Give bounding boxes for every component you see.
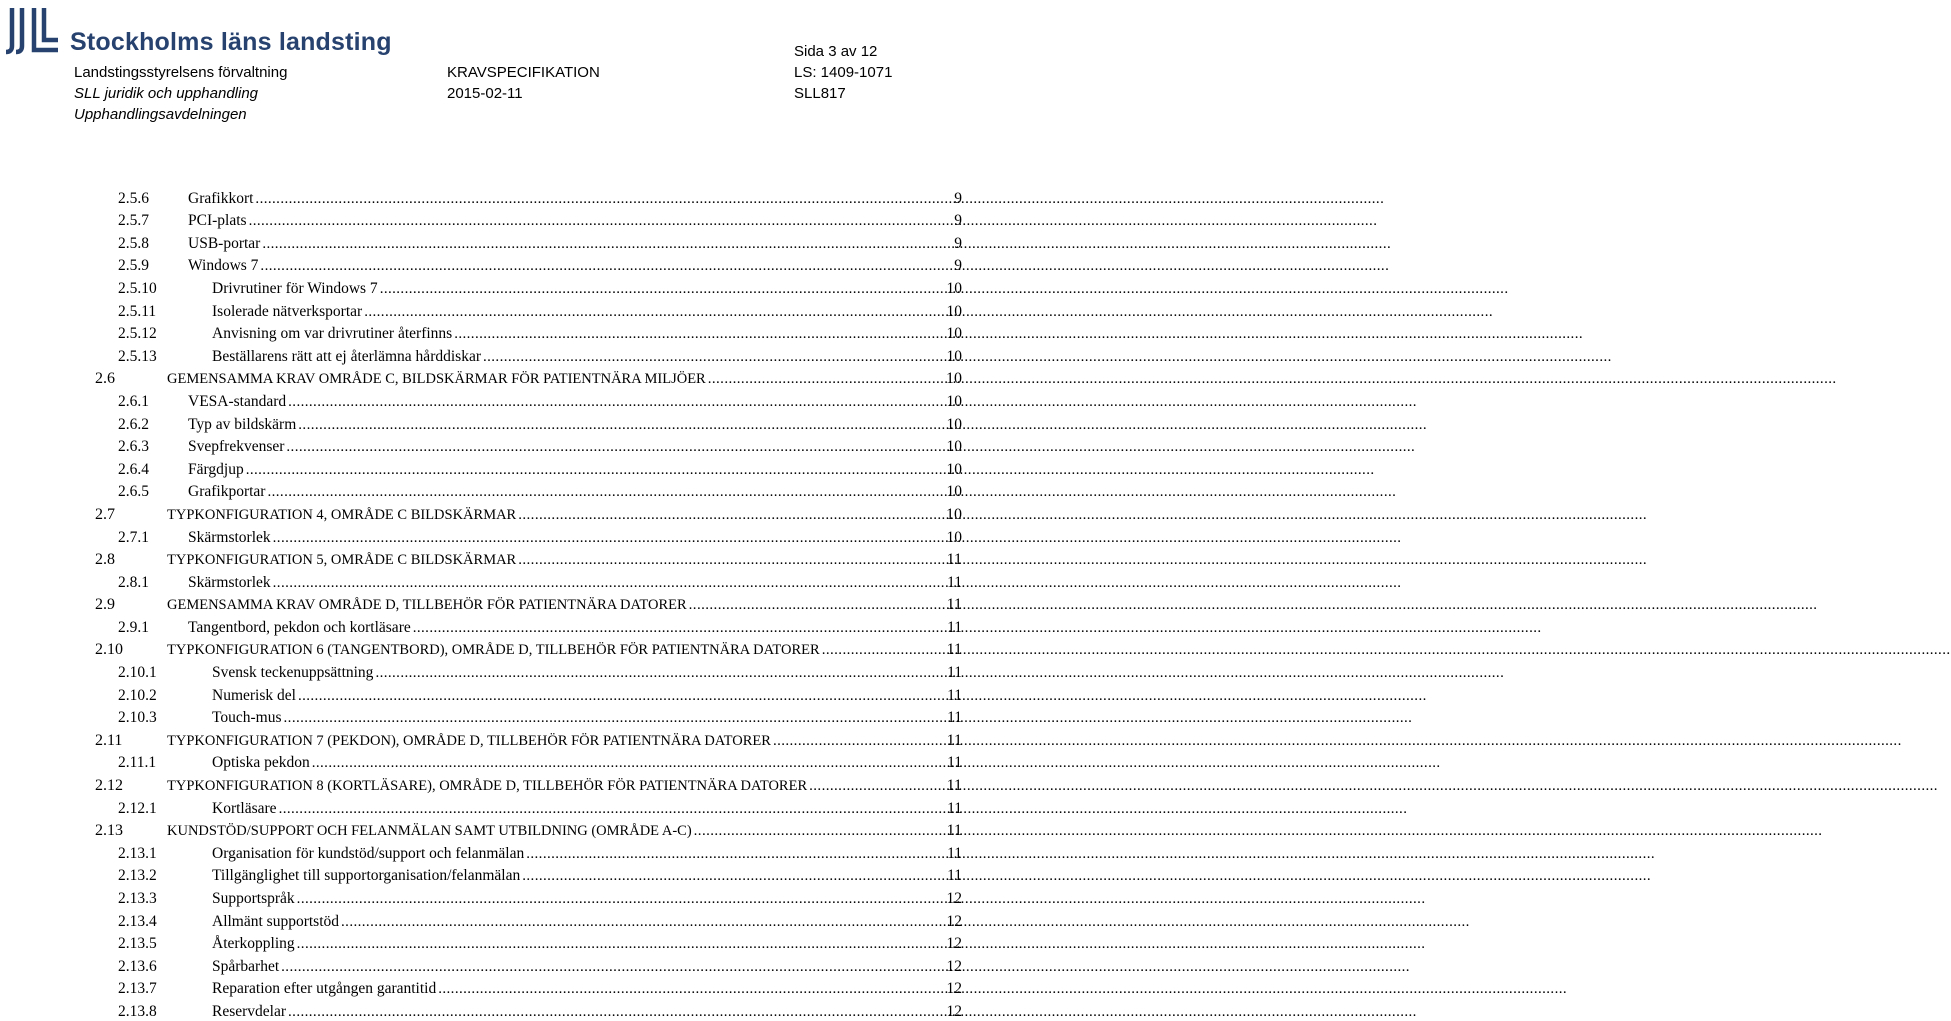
toc-entry-title: Drivrutiner för Windows 7 [212,279,378,297]
toc-entry[interactable] [95,614,962,637]
toc-entry-page: 12 [946,935,962,953]
toc-entry-title: VESA-standard [188,392,287,410]
toc-entry[interactable] [95,388,962,411]
toc-entry[interactable] [95,298,962,321]
toc-entry-number: 2.13.4 [118,912,157,930]
toc-entry[interactable] [95,479,962,502]
toc-dot-leader [279,800,944,818]
toc-entry-number: 2.5.6 [118,189,149,207]
toc-entry-number: 2.13 [95,822,123,840]
toc-dot-leader [708,370,944,388]
toc-entry[interactable] [95,185,962,208]
toc-entry-title: KUNDSTÖD/SUPPORT OCH FELANMÄLAN SAMT UTBILDNING (OMRÅDE A-C) [167,823,692,840]
toc-entry-title: Touch-mus [212,709,282,727]
toc-entry-number: 2.13.8 [118,1002,157,1020]
toc-entry-number: 2.13.2 [118,867,157,885]
toc-entry-number: 2.7.1 [118,528,149,546]
toc-dot-leader [454,325,944,343]
toc-entry-number: 2.13.5 [118,935,157,953]
toc-entry-title: Svensk teckenuppsättning [212,664,374,682]
toc-dot-leader [380,280,944,298]
header-document-info [447,62,600,104]
toc-entry-number: 2.7 [95,505,115,523]
toc-dot-leader [286,438,944,456]
toc-dot-leader [364,303,944,321]
toc-dot-leader [273,529,944,547]
toc-entry[interactable] [95,524,962,547]
toc-entry-page: 11 [947,686,962,704]
toc-entry-number: 2.10 [95,641,123,659]
toc-dot-leader [288,393,944,411]
toc-dot-leader [413,619,944,637]
toc-entry[interactable] [95,501,962,524]
toc-dot-leader [281,958,944,976]
toc-entry-page: 11 [947,754,962,772]
toc-entry-title: TYPKONFIGURATION 7 (PEKDON), OMRÅDE D, TILLBEHÖR FÖR PATIENTNÄRA DATORER [167,732,771,749]
toc-entry[interactable] [95,772,962,795]
toc-entry[interactable] [95,343,962,366]
toc-entry[interactable] [95,750,962,773]
toc-entry-title: Färgdjup [188,460,244,478]
toc-dot-leader [694,822,944,840]
toc-dot-leader [375,664,944,682]
toc-entry-page: 10 [946,483,962,501]
toc-entry-number: 2.13.6 [118,957,157,975]
toc-dot-leader [284,709,944,727]
toc-entry[interactable] [95,705,962,728]
toc-entry-page: 11 [946,777,962,795]
toc-entry-number: 2.5.10 [118,279,157,297]
toc-entry[interactable] [95,976,962,999]
toc-entry[interactable] [95,840,962,863]
toc-dot-leader [246,461,944,479]
toc-entry[interactable] [95,908,962,931]
toc-entry-number: 2.12.1 [118,799,157,817]
toc-entry-number: 2.6 [95,370,115,388]
toc-entry[interactable] [95,818,962,841]
table-of-contents [95,185,962,1021]
toc-dot-leader [312,754,944,772]
header-ls-number: LS: 1409-1071 [794,64,893,81]
toc-dot-leader [689,596,944,614]
header-doc-type: KRAVSPECIFIKATION [447,64,600,81]
toc-entry[interactable] [95,682,962,705]
toc-dot-leader [298,687,944,705]
toc-entry-number: 2.6.1 [118,392,149,410]
header-org-line-2: SLL juridik och upphandling [74,85,259,102]
toc-entry-number: 2.5.13 [118,347,157,365]
toc-dot-leader [262,235,944,253]
toc-entry-title: Skärmstorlek [188,573,271,591]
toc-entry-number: 2.6.2 [118,415,149,433]
toc-dot-leader [809,777,944,795]
header-doc-date: 2015-02-11 [447,85,523,102]
toc-entry[interactable] [95,659,962,682]
toc-entry-title: Numerisk del [212,686,296,704]
toc-entry-title: TYPKONFIGURATION 4, OMRÅDE C BILDSKÄRMAR [167,506,517,523]
toc-entry-number: 2.8.1 [118,573,149,591]
toc-entry[interactable] [95,366,962,389]
toc-entry-page: 10 [946,325,962,343]
header-page-info [794,41,892,104]
toc-entry-number: 2.5.12 [118,325,157,343]
toc-entry-page: 11 [946,596,962,614]
toc-entry[interactable] [95,569,962,592]
toc-entry-page: 10 [946,505,962,523]
toc-entry-title: TYPKONFIGURATION 6 (TANGENTBORD), OMRÅDE D, TILLBEHÖR FÖR PATIENTNÄRA DATORER [167,642,820,659]
toc-entry-page: 11 [947,573,962,591]
toc-entry-page: 11 [946,641,962,659]
toc-entry-number: 2.11.1 [118,754,157,772]
toc-entry[interactable] [95,931,962,954]
toc-entry-title: Skärmstorlek [188,528,271,546]
toc-entry-page: 11 [946,731,962,749]
toc-dot-leader [267,483,944,501]
toc-entry-page: 10 [946,392,962,410]
toc-entry-number: 2.5.11 [118,302,157,320]
toc-entry-title: Allmänt supportstöd [212,912,340,930]
toc-entry-number: 2.10.1 [118,664,157,682]
toc-entry-page: 11 [947,867,962,885]
toc-entry-title: Typ av bildskärm [188,415,297,433]
toc-entry-title: Grafikkort [188,189,254,207]
toc-entry-page: 12 [946,980,962,998]
toc-entry-page: 11 [947,799,962,817]
toc-entry[interactable] [95,547,962,570]
toc-entry-title: Tangentbord, pekdon och kortläsare [188,618,411,636]
toc-entry-title: Reservdelar [212,1002,287,1020]
header-org-line-3: Upphandlingsavdelningen [74,106,247,123]
toc-entry[interactable] [95,592,962,615]
toc-entry-page: 10 [946,347,962,365]
toc-entry-title: Reparation efter utgången garantitid [212,980,437,998]
toc-entry-page: 10 [946,528,962,546]
toc-entry-title: Tillgänglighet till supportorganisation/felanmälan [212,867,521,885]
toc-entry-title: Windows 7 [188,257,259,275]
toc-entry[interactable] [95,795,962,818]
sll-logo-mark-icon [6,6,60,54]
header-organization [74,62,287,125]
toc-entry-page: 9 [954,212,962,230]
toc-dot-leader [518,506,944,524]
toc-entry[interactable] [95,321,962,344]
header-page-number: Sida 3 av 12 [794,43,878,60]
toc-entry-title: PCI-plats [188,212,247,230]
toc-entry-number: 2.5.9 [118,257,149,275]
toc-entry-page: 11 [947,664,962,682]
toc-entry[interactable] [95,637,962,660]
toc-entry[interactable] [95,727,962,750]
toc-entry-number: 2.6.3 [118,438,149,456]
toc-entry[interactable] [95,434,962,457]
toc-dot-leader [438,980,944,998]
toc-entry-page: 10 [946,370,962,388]
toc-entry-page: 12 [946,912,962,930]
toc-entry[interactable] [95,885,962,908]
toc-entry-number: 2.9 [95,596,115,614]
toc-entry-number: 2.6.4 [118,460,149,478]
toc-entry-number: 2.10.2 [118,686,157,704]
toc-entry-title: Återkoppling [212,935,295,953]
toc-entry-title: Grafikportar [188,483,266,501]
header-org-line-1: Landstingsstyrelsens förvaltning [74,64,288,81]
toc-dot-leader [526,845,944,863]
toc-entry-page: 10 [946,302,962,320]
toc-entry-page: 11 [946,822,962,840]
toc-entry-number: 2.12 [95,777,123,795]
toc-entry-number: 2.8 [95,551,115,569]
toc-entry[interactable] [95,253,962,276]
toc-entry-title: Beställarens rätt att ej återlämna hårddiskar [212,347,481,365]
toc-entry-number: 2.10.3 [118,709,157,727]
toc-dot-leader [297,890,944,908]
toc-entry[interactable] [95,275,962,298]
toc-dot-leader [483,348,944,366]
toc-dot-leader [822,641,944,659]
toc-entry[interactable] [95,998,962,1021]
toc-entry[interactable] [95,230,962,253]
toc-entry[interactable] [95,953,962,976]
toc-entry-title: TYPKONFIGURATION 5, OMRÅDE C BILDSKÄRMAR [167,552,517,569]
toc-dot-leader [297,935,944,953]
toc-entry-number: 2.13.7 [118,980,157,998]
toc-entry-number: 2.5.7 [118,212,149,230]
toc-entry-page: 12 [946,1002,962,1020]
toc-dot-leader [518,551,944,569]
toc-entry-number: 2.13.3 [118,890,157,907]
toc-entry-page: 10 [946,438,962,456]
toc-dot-leader [273,574,944,592]
toc-entry-page: 10 [946,460,962,478]
toc-dot-leader [249,212,944,230]
toc-entry-number: 2.13.1 [118,844,157,862]
toc-entry-number: 2.6.5 [118,483,149,501]
toc-entry[interactable] [95,456,962,479]
toc-dot-leader [288,1003,944,1021]
toc-entry-title: GEMENSAMMA KRAV OMRÅDE D, TILLBEHÖR FÖR PATIENTNÄRA DATORER [167,597,687,614]
toc-entry-page: 11 [947,844,962,862]
toc-entry-page: 9 [954,234,962,252]
toc-entry-title: TYPKONFIGURATION 8 (KORTLÄSARE), OMRÅDE D, TILLBEHÖR FÖR PATIENTNÄRA DATORER [167,778,808,795]
header-sll-number: SLL817 [794,85,846,102]
toc-entry-title: USB-portar [188,234,261,252]
toc-entry-number: 2.5.8 [118,234,149,252]
toc-entry-title: Anvisning om var drivrutiner återfinns [212,325,453,343]
toc-entry-title: Kortläsare [212,799,277,817]
toc-entry-page: 11 [947,618,962,636]
toc-entry-page: 12 [946,957,962,975]
toc-entry-title: Optiska pekdon [212,754,310,772]
toc-dot-leader [341,913,944,931]
toc-entry[interactable] [95,411,962,434]
toc-entry-page: 11 [947,709,962,727]
toc-entry-title: Supportspråk [212,890,295,907]
toc-entry-number: 2.9.1 [118,618,149,636]
toc-dot-leader [298,416,944,434]
toc-dot-leader [255,190,944,208]
toc-entry-number: 2.11 [95,731,123,749]
toc-entry-title: GEMENSAMMA KRAV OMRÅDE C, BILDSKÄRMAR FÖR PATIENTNÄRA MILJÖER [167,371,706,388]
toc-entry[interactable] [95,863,962,886]
toc-entry-page: 10 [946,415,962,433]
toc-entry-page: 9 [954,189,962,207]
toc-entry[interactable] [95,208,962,231]
toc-dot-leader [773,732,944,750]
logo-text: Stockholms läns landsting [70,28,392,56]
toc-entry-title: Spårbarhet [212,957,280,975]
toc-entry-page: 9 [954,257,962,275]
toc-entry-title: Organisation för kundstöd/support och felanmälan [212,844,525,862]
toc-entry-title: Svepfrekvenser [188,438,285,456]
toc-entry-title: Isolerade nätverksportar [212,302,363,320]
toc-entry-page: 11 [946,551,962,569]
toc-dot-leader [260,257,944,275]
toc-entry-page: 10 [946,279,962,297]
toc-dot-leader [522,867,944,885]
toc-entry-page: 12 [946,890,962,907]
